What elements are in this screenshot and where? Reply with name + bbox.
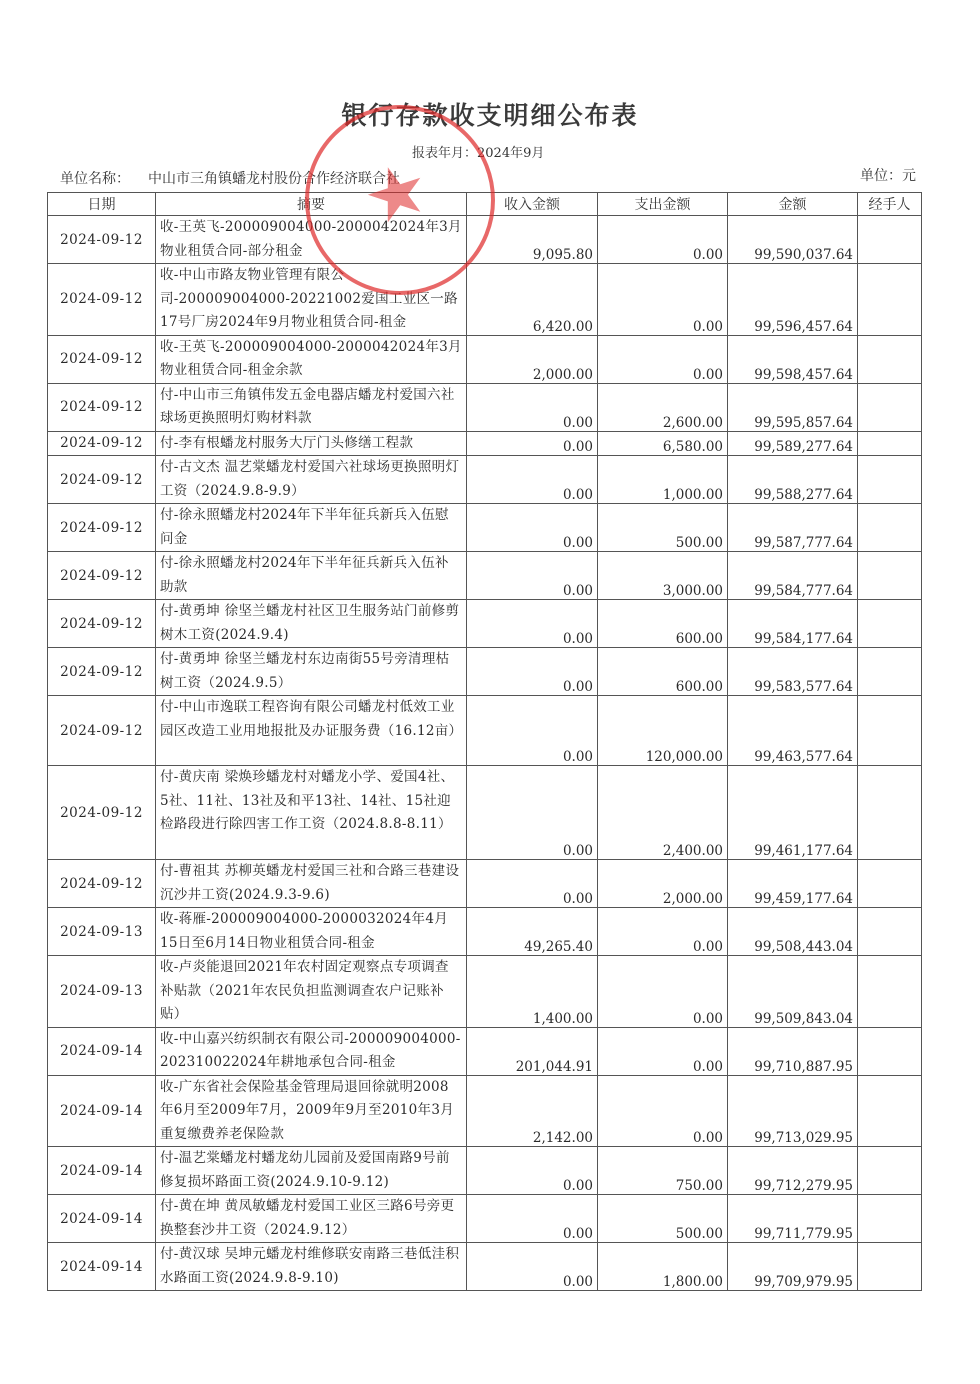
unit-name-value: 中山市三角镇蟠龙村股份合作经济联合社: [148, 171, 400, 187]
row-summary: 收-中山嘉兴纺织制衣有限公司-200009004000-202310022024年耕地承包合同-租金: [156, 1027, 467, 1075]
row-balance: 99,509,843.04: [728, 956, 858, 1028]
document-title: 银行存款收支明细公布表: [341, 101, 639, 130]
row-expense: 0.00: [598, 335, 728, 383]
table-row: [48, 456, 922, 504]
row-balance: 99,709,979.95: [728, 1243, 858, 1291]
row-balance: 99,584,777.64: [728, 552, 858, 600]
row-handler: [858, 431, 922, 456]
row-income: 2,000.00: [467, 335, 598, 383]
row-date: 2024-09-13: [48, 956, 156, 1028]
unit-name-label: 单位名称：: [60, 171, 130, 187]
row-balance: 99,587,777.64: [728, 504, 858, 552]
ledger-body: [48, 216, 922, 1291]
table-row: [48, 552, 922, 600]
row-handler: [858, 552, 922, 600]
row-date: 2024-09-12: [48, 552, 156, 600]
row-handler: [858, 383, 922, 431]
row-handler: [858, 1195, 922, 1243]
header-income: 收入金额: [467, 193, 598, 216]
row-expense: 0.00: [598, 216, 728, 264]
row-expense: 500.00: [598, 1195, 728, 1243]
row-summary: 付-徐永照蟠龙村2024年下半年征兵新兵入伍补助款: [156, 552, 467, 600]
row-expense: 0.00: [598, 908, 728, 956]
row-income: 0.00: [467, 696, 598, 766]
row-summary: 付-温艺棠蟠龙村蟠龙幼儿园前及爱国南路9号前修复损坏路面工资(2024.9.10-9.12): [156, 1147, 467, 1195]
table-row: [48, 648, 922, 696]
row-expense: 600.00: [598, 648, 728, 696]
row-handler: [858, 600, 922, 648]
row-summary: 付-黄勇坤 徐坚兰蟠龙村社区卫生服务站门前修剪树木工资(2024.9.4): [156, 600, 467, 648]
table-row: [48, 908, 922, 956]
row-income: 0.00: [467, 600, 598, 648]
row-income: 0.00: [467, 648, 598, 696]
row-income: 0.00: [467, 1243, 598, 1291]
row-handler: [858, 956, 922, 1028]
row-income: 49,265.40: [467, 908, 598, 956]
row-handler: [858, 504, 922, 552]
row-income: 0.00: [467, 766, 598, 860]
report-period: 报表年月：2024年9月: [412, 146, 545, 161]
row-income: 0.00: [467, 552, 598, 600]
row-expense: 500.00: [598, 504, 728, 552]
row-balance: 99,508,443.04: [728, 908, 858, 956]
row-balance: 99,463,577.64: [728, 696, 858, 766]
row-date: 2024-09-13: [48, 908, 156, 956]
row-expense: 2,600.00: [598, 383, 728, 431]
row-expense: 1,000.00: [598, 456, 728, 504]
row-expense: 0.00: [598, 956, 728, 1028]
table-row: [48, 766, 922, 860]
row-date: 2024-09-12: [48, 383, 156, 431]
row-handler: [858, 335, 922, 383]
row-handler: [858, 1027, 922, 1075]
row-expense: 3,000.00: [598, 552, 728, 600]
row-income: 0.00: [467, 383, 598, 431]
row-summary: 收-王英飞-200009004000-2000042024年3月物业租赁合同-租金余款: [156, 335, 467, 383]
row-income: 0.00: [467, 431, 598, 456]
row-balance: 99,596,457.64: [728, 264, 858, 336]
row-income: 0.00: [467, 1147, 598, 1195]
row-handler: [858, 648, 922, 696]
row-date: 2024-09-14: [48, 1243, 156, 1291]
row-date: 2024-09-12: [48, 456, 156, 504]
table-row: [48, 1075, 922, 1147]
row-handler: [858, 264, 922, 336]
row-date: 2024-09-12: [48, 600, 156, 648]
row-expense: 6,580.00: [598, 431, 728, 456]
row-expense: 2,000.00: [598, 860, 728, 908]
row-summary: 付-古文杰 温艺棠蟠龙村爱国六社球场更换照明灯工资（2024.9.8-9.9）: [156, 456, 467, 504]
table-row: [48, 1243, 922, 1291]
table-row: [48, 431, 922, 456]
row-handler: [858, 766, 922, 860]
row-handler: [858, 216, 922, 264]
table-row: [48, 696, 922, 766]
row-income: 6,420.00: [467, 264, 598, 336]
row-expense: 0.00: [598, 264, 728, 336]
header-summary: 摘要: [156, 193, 467, 216]
table-row: [48, 860, 922, 908]
row-date: 2024-09-14: [48, 1195, 156, 1243]
row-date: 2024-09-12: [48, 431, 156, 456]
row-handler: [858, 908, 922, 956]
unit-name-line: [60, 168, 400, 188]
row-expense: 120,000.00: [598, 696, 728, 766]
row-date: 2024-09-12: [48, 504, 156, 552]
row-balance: 99,583,577.64: [728, 648, 858, 696]
row-summary: 付-中山市三角镇伟发五金电器店蟠龙村爱国六社球场更换照明灯购材料款: [156, 383, 467, 431]
row-summary: 收-中山市路友物业管理有限公司-200009004000-20221002爱国工业区一路17号厂房2024年9月物业租赁合同-租金: [156, 264, 467, 336]
row-expense: 750.00: [598, 1147, 728, 1195]
row-expense: 2,400.00: [598, 766, 728, 860]
header-date: 日期: [48, 193, 156, 216]
row-summary: 付-黄勇坤 徐坚兰蟠龙村东边南街55号旁清理枯树工资（2024.9.5）: [156, 648, 467, 696]
row-handler: [858, 1243, 922, 1291]
row-expense: 600.00: [598, 600, 728, 648]
row-date: 2024-09-12: [48, 860, 156, 908]
row-income: 1,400.00: [467, 956, 598, 1028]
row-handler: [858, 1147, 922, 1195]
row-summary: 付-曹祖其 苏柳英蟠龙村爱国三社和合路三巷建设沉沙井工资(2024.9.3-9.6): [156, 860, 467, 908]
row-expense: 0.00: [598, 1027, 728, 1075]
row-income: 2,142.00: [467, 1075, 598, 1147]
table-row: [48, 264, 922, 336]
row-summary: 付-李有根蟠龙村服务大厅门头修缮工程款: [156, 431, 467, 456]
row-balance: 99,595,857.64: [728, 383, 858, 431]
table-row: [48, 216, 922, 264]
table-row: [48, 1147, 922, 1195]
row-summary: 付-黄在坤 黄凤敏蟠龙村爱国工业区三路6号旁更换整套沙井工资（2024.9.12）: [156, 1195, 467, 1243]
row-handler: [858, 456, 922, 504]
row-expense: 0.00: [598, 1075, 728, 1147]
row-balance: 99,710,887.95: [728, 1027, 858, 1075]
row-balance: 99,584,177.64: [728, 600, 858, 648]
row-balance: 99,598,457.64: [728, 335, 858, 383]
table-header-row: [48, 193, 922, 216]
currency-unit: 单位：元: [860, 168, 916, 184]
header-balance: 金额: [728, 193, 858, 216]
row-balance: 99,590,037.64: [728, 216, 858, 264]
row-income: 0.00: [467, 1195, 598, 1243]
table-row: [48, 335, 922, 383]
row-expense: 1,800.00: [598, 1243, 728, 1291]
row-handler: [858, 696, 922, 766]
table-row: [48, 600, 922, 648]
row-date: 2024-09-12: [48, 648, 156, 696]
row-date: 2024-09-14: [48, 1075, 156, 1147]
row-balance: 99,711,779.95: [728, 1195, 858, 1243]
row-summary: 付-徐永照蟠龙村2024年下半年征兵新兵入伍慰问金: [156, 504, 467, 552]
row-date: 2024-09-12: [48, 216, 156, 264]
row-balance: 99,459,177.64: [728, 860, 858, 908]
row-summary: 付-黄汉球 吴坤元蟠龙村维修联安南路三巷低洼积水路面工资(2024.9.8-9.10): [156, 1243, 467, 1291]
ledger-table: [47, 192, 922, 1291]
row-summary: 收-王英飞-200009004000-2000042024年3月物业租赁合同-部分租金: [156, 216, 467, 264]
table-row: [48, 504, 922, 552]
table-row: [48, 956, 922, 1028]
row-summary: 付-黄庆南 梁焕珍蟠龙村对蟠龙小学、爱国4社、5社、11社、13社及和平13社、14社、15社迎检路段进行除四害工作工资（2024.8.8-8.11）: [156, 766, 467, 860]
header-expense: 支出金额: [598, 193, 728, 216]
row-date: 2024-09-14: [48, 1147, 156, 1195]
row-date: 2024-09-12: [48, 335, 156, 383]
table-row: [48, 1027, 922, 1075]
row-balance: 99,589,277.64: [728, 431, 858, 456]
row-date: 2024-09-12: [48, 264, 156, 336]
row-date: 2024-09-14: [48, 1027, 156, 1075]
table-row: [48, 383, 922, 431]
row-income: 9,095.80: [467, 216, 598, 264]
row-handler: [858, 1075, 922, 1147]
row-date: 2024-09-12: [48, 766, 156, 860]
row-date: 2024-09-12: [48, 696, 156, 766]
row-handler: [858, 860, 922, 908]
row-income: 0.00: [467, 860, 598, 908]
header-handler: 经手人: [858, 193, 922, 216]
row-balance: 99,588,277.64: [728, 456, 858, 504]
row-balance: 99,712,279.95: [728, 1147, 858, 1195]
row-income: 0.00: [467, 504, 598, 552]
row-summary: 付-中山市逸联工程咨询有限公司蟠龙村低效工业园区改造工业用地报批及办证服务费（16.12亩）: [156, 696, 467, 766]
table-row: [48, 1195, 922, 1243]
row-summary: 收-蒋雁-200009004000-2000032024年4月15日至6月14日物业租赁合同-租金: [156, 908, 467, 956]
row-balance: 99,461,177.64: [728, 766, 858, 860]
row-income: 201,044.91: [467, 1027, 598, 1075]
row-summary: 收-卢炎能退回2021年农村固定观察点专项调查补贴款（2021年农民负担监测调查农户记账补贴）: [156, 956, 467, 1028]
seal-star-icon: ★: [352, 143, 440, 243]
row-summary: 收-广东省社会保险基金管理局退回徐就明2008年6月至2009年7月，2009年9月至2010年3月重复缴费养老保险款: [156, 1075, 467, 1147]
row-income: 0.00: [467, 456, 598, 504]
row-balance: 99,713,029.95: [728, 1075, 858, 1147]
